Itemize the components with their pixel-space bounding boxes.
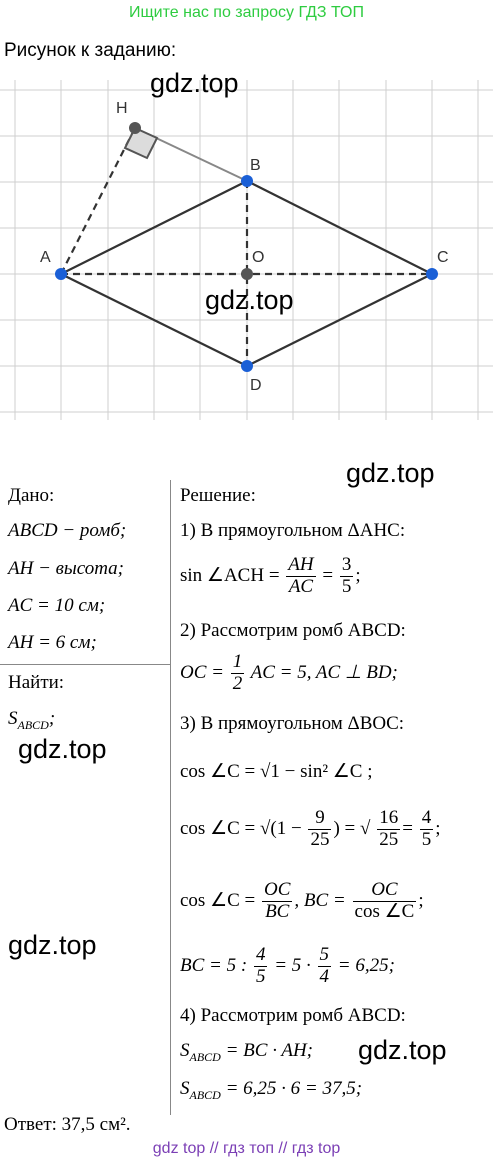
point-B — [241, 175, 253, 187]
watermark-5: gdz.top — [8, 930, 97, 960]
given-line-3: AC = 10 см; — [8, 595, 106, 616]
cos-formula-2: cos ∠C = √(1 − $\frac{9}{25}$ ) = √ $\frac{16}{25}$ = $\frac{4}{5}$ ; — [180, 807, 441, 850]
step-2: 2) Рассмотрим ромб ABCD: — [180, 620, 406, 641]
find-title: Найти: — [8, 672, 65, 693]
cos-formula-1: cos ∠C = √1 − sin² ∠C ; — [180, 761, 373, 782]
watermark-4: gdz.top — [18, 734, 107, 764]
point-H — [129, 122, 141, 134]
figure-title: Рисунок к заданию: — [4, 40, 177, 61]
table-divider-vertical — [170, 480, 171, 1115]
area-formula-1: $S_{ABCD}$ = BC · AH; — [180, 1040, 314, 1064]
find-target: $S_{ABCD}$; — [8, 708, 56, 732]
area-formula-2: $S_{ABCD} = 6,25 \cdot 6 = 37,5$; — [180, 1078, 363, 1102]
step-4: 4) Рассмотрим ромб ABCD: — [180, 1005, 406, 1026]
step-3: 3) В прямоугольном ΔBOC: — [180, 713, 405, 734]
point-C — [426, 268, 438, 280]
label-D: D — [250, 377, 262, 394]
given-line-2: AH − высота; — [8, 558, 125, 579]
right-angle-mark — [125, 128, 157, 158]
sin-formula: sin ∠ACH = $\frac{AH}{AC}$ = $\frac{3}{5}$ ; — [180, 554, 361, 597]
label-A: A — [40, 249, 51, 266]
label-O: O — [252, 249, 265, 266]
cos-formula-3: cos ∠C = $\frac{OC}{BC}$ , BC = $\frac{OC}{\cos \angle C}$ ; — [180, 879, 424, 922]
table-divider-horizontal — [0, 664, 170, 665]
step-1: 1) В прямоугольном ΔAHC: — [180, 520, 406, 541]
oc-formula: OC = $\frac{1}{2}$ AC = 5, AC ⊥ BD; — [180, 651, 398, 694]
given-line-4: AH = 6 см; — [8, 632, 97, 653]
rhombus-figure — [0, 80, 493, 425]
point-A — [55, 268, 67, 280]
label-B: B — [250, 157, 261, 174]
point-D — [241, 360, 253, 372]
watermark-1: gdz.top — [150, 68, 239, 98]
watermark-6: gdz.top — [358, 1035, 447, 1065]
solution-title: Решение: — [180, 485, 256, 506]
given-title: Дано: — [8, 485, 55, 506]
bc-formula: BC = 5 : $\frac{4}{5}$ = 5 · $\frac{5}{4}$ = 6,25; — [180, 944, 395, 987]
watermark-2: gdz.top — [205, 285, 294, 315]
watermark-3: gdz.top — [346, 458, 435, 488]
label-C: C — [437, 249, 449, 266]
label-H: H — [116, 100, 128, 117]
footer-links[interactable]: gdz top // гдз топ // гдз top — [152, 1140, 341, 1157]
answer: Ответ: 37,5 см². — [4, 1114, 131, 1135]
given-line-1: ABCD − ромб; — [8, 520, 127, 541]
point-O — [241, 268, 253, 280]
search-banner: Ищите нас по запросу ГДЗ ТОП — [129, 4, 364, 21]
